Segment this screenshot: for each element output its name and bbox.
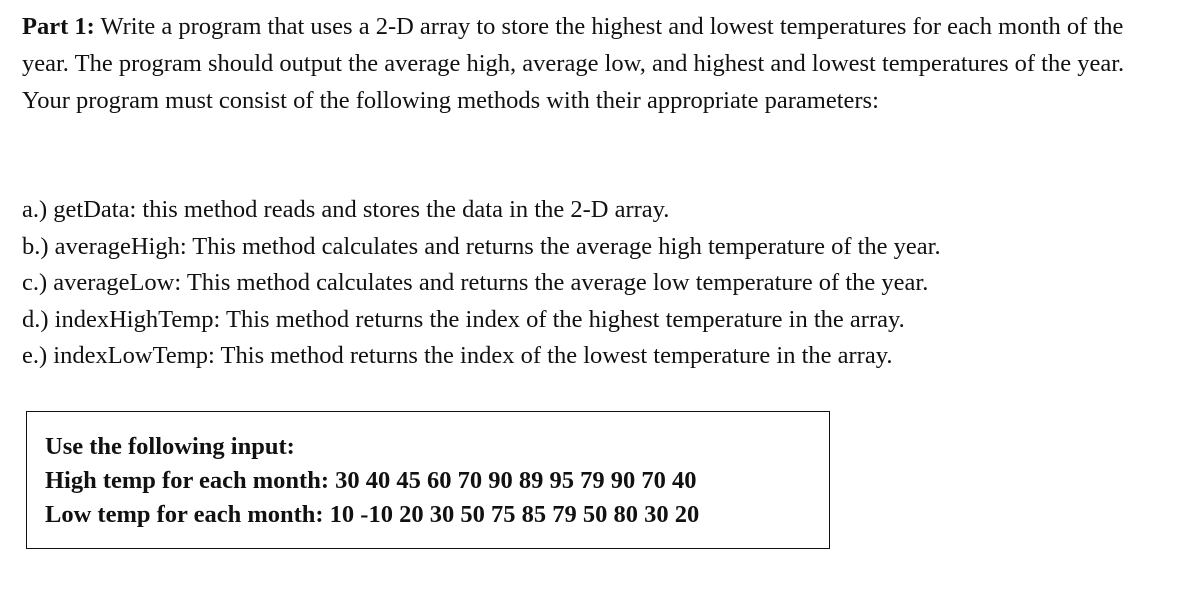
method-item-getdata: a.) getData: this method reads and stores the data in the 2-D array. — [22, 196, 670, 223]
method-item-averagehigh: b.) averageHigh: This method calculates and returns the average high temperature of the year. — [22, 232, 941, 260]
problem-text: Write a program that uses a 2-D array to store the highest and lowest temperatures for each month of the year. The program should output the average high, average low, and highest and lowest temperatures of the year. Your program must consist of the following methods with their appropriate parameters: — [22, 13, 1125, 114]
input-box — [26, 411, 830, 549]
input-heading: Use the following input: — [45, 433, 295, 460]
method-item-indexlowtemp: e.) indexLowTemp: This method returns the index of the lowest temperature in the array. — [22, 342, 893, 369]
low-temp-line: Low temp for each month: 10 -10 20 30 50 75 85 79 50 80 30 20 — [45, 501, 700, 528]
method-list — [22, 192, 941, 375]
high-temp-line: High temp for each month: 30 40 45 60 70 90 89 95 79 90 70 40 — [45, 467, 697, 494]
method-item-indexhightemp: d.) indexHighTemp: This method returns the index of the highest temperature in the array. — [22, 305, 905, 333]
problem-statement — [22, 8, 1162, 119]
document — [22, 8, 1162, 369]
part-label: Part 1: — [22, 13, 95, 40]
method-item-averagelow: c.) averageLow: This method calculates and returns the average low temperature of the year. — [22, 269, 929, 296]
